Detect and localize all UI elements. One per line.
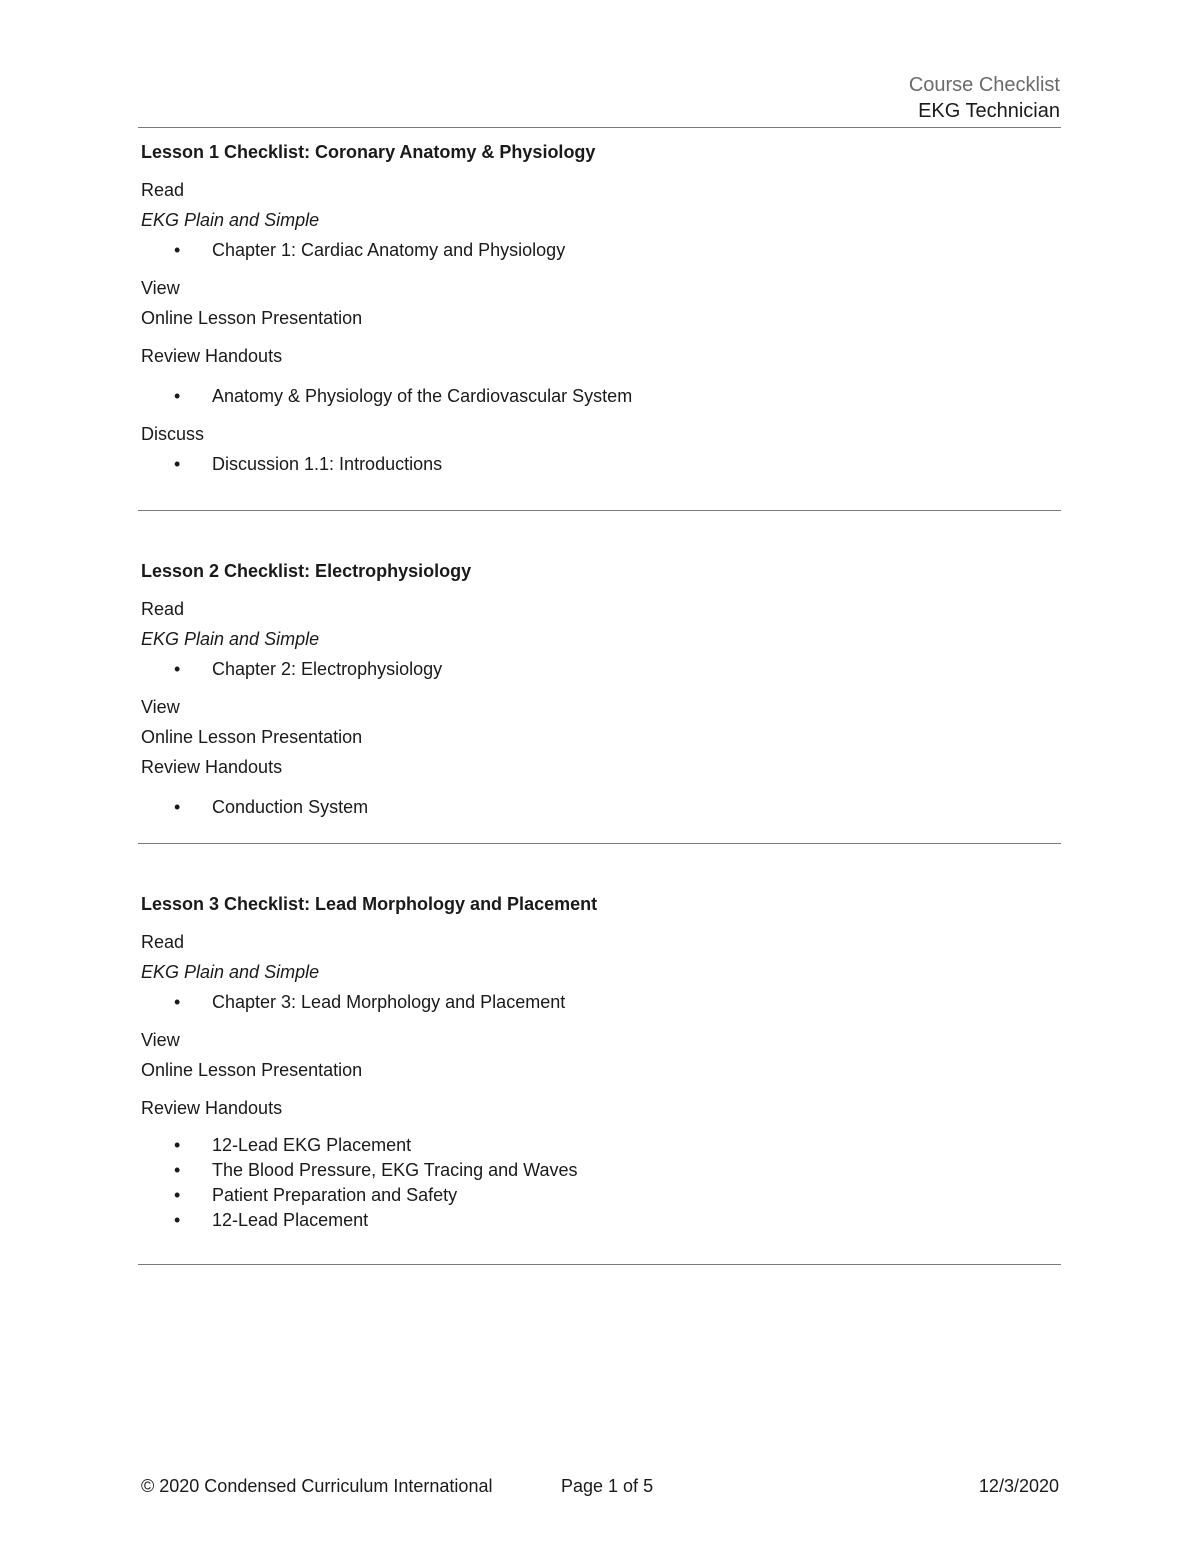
lesson-3-view-label: View — [141, 1030, 180, 1050]
lesson-3-handouts-list — [141, 1133, 1061, 1233]
lesson-3-read-list — [141, 987, 1061, 1017]
header-course-checklist: Course Checklist — [908, 74, 1060, 96]
lesson-2-title: Lesson 2 Checklist: Electrophysiology — [141, 561, 472, 581]
list-item: • 12-Lead EKG Placement — [141, 1133, 1061, 1158]
lesson-1-discuss-list — [141, 449, 1061, 479]
lesson-2-read-list — [141, 654, 1061, 684]
lesson-3-title: Lesson 3 Checklist: Lead Morphology and Placement — [141, 894, 598, 914]
footer-page-number: Page 1 of 5 — [561, 1476, 654, 1496]
lesson-2-read-label: Read — [141, 599, 185, 619]
lesson-1-presentation: Online Lesson Presentation — [141, 308, 363, 328]
lesson-2-divider — [138, 843, 1061, 844]
lesson-3-divider — [138, 1264, 1061, 1265]
lesson-2-view-label: View — [141, 697, 180, 717]
list-item: • Chapter 3: Lead Morphology and Placement — [141, 987, 1061, 1017]
list-item: • Patient Preparation and Safety — [141, 1183, 1061, 1208]
lesson-1-handouts-label: Review Handouts — [141, 346, 283, 366]
lesson-2-section — [141, 560, 1061, 822]
lesson-1-read-label: Read — [141, 180, 185, 200]
lesson-1-handouts-list — [141, 381, 1061, 411]
lesson-1-book-title: EKG Plain and Simple — [141, 210, 320, 230]
lesson-3-handouts-label: Review Handouts — [141, 1098, 283, 1118]
list-item: • Chapter 2: Electrophysiology — [141, 654, 1061, 684]
footer-copyright: © 2020 Condensed Curriculum International — [141, 1476, 493, 1496]
list-item: • 12-Lead Placement — [141, 1208, 1061, 1233]
header-course-name: EKG Technician — [918, 100, 1060, 122]
list-item: • Conduction System — [141, 792, 1061, 822]
header-divider — [138, 127, 1061, 128]
lesson-3-section — [141, 893, 1061, 1233]
lesson-2-book-title: EKG Plain and Simple — [141, 629, 320, 649]
lesson-1-view-label: View — [141, 278, 180, 298]
lesson-1-read-list — [141, 235, 1061, 265]
lesson-1-title: Lesson 1 Checklist: Coronary Anatomy & Physiology — [141, 142, 596, 162]
list-item: • Anatomy & Physiology of the Cardiovascular System — [141, 381, 1061, 411]
page-header — [909, 72, 1060, 124]
lesson-3-presentation: Online Lesson Presentation — [141, 1060, 363, 1080]
list-item: • Chapter 1: Cardiac Anatomy and Physiology — [141, 235, 1061, 265]
footer-date: 12/3/2020 — [978, 1476, 1059, 1496]
list-item: • Discussion 1.1: Introductions — [141, 449, 1061, 479]
lesson-3-read-label: Read — [141, 932, 185, 952]
lesson-1-discuss-label: Discuss — [141, 424, 205, 444]
lesson-2-presentation: Online Lesson Presentation — [141, 727, 363, 747]
list-item: • The Blood Pressure, EKG Tracing and Waves — [141, 1158, 1061, 1183]
lesson-1-divider — [138, 510, 1061, 511]
lesson-3-book-title: EKG Plain and Simple — [141, 962, 320, 982]
lesson-1-section — [141, 141, 1061, 479]
lesson-2-handouts-list — [141, 792, 1061, 822]
lesson-2-handouts-label: Review Handouts — [141, 757, 283, 777]
